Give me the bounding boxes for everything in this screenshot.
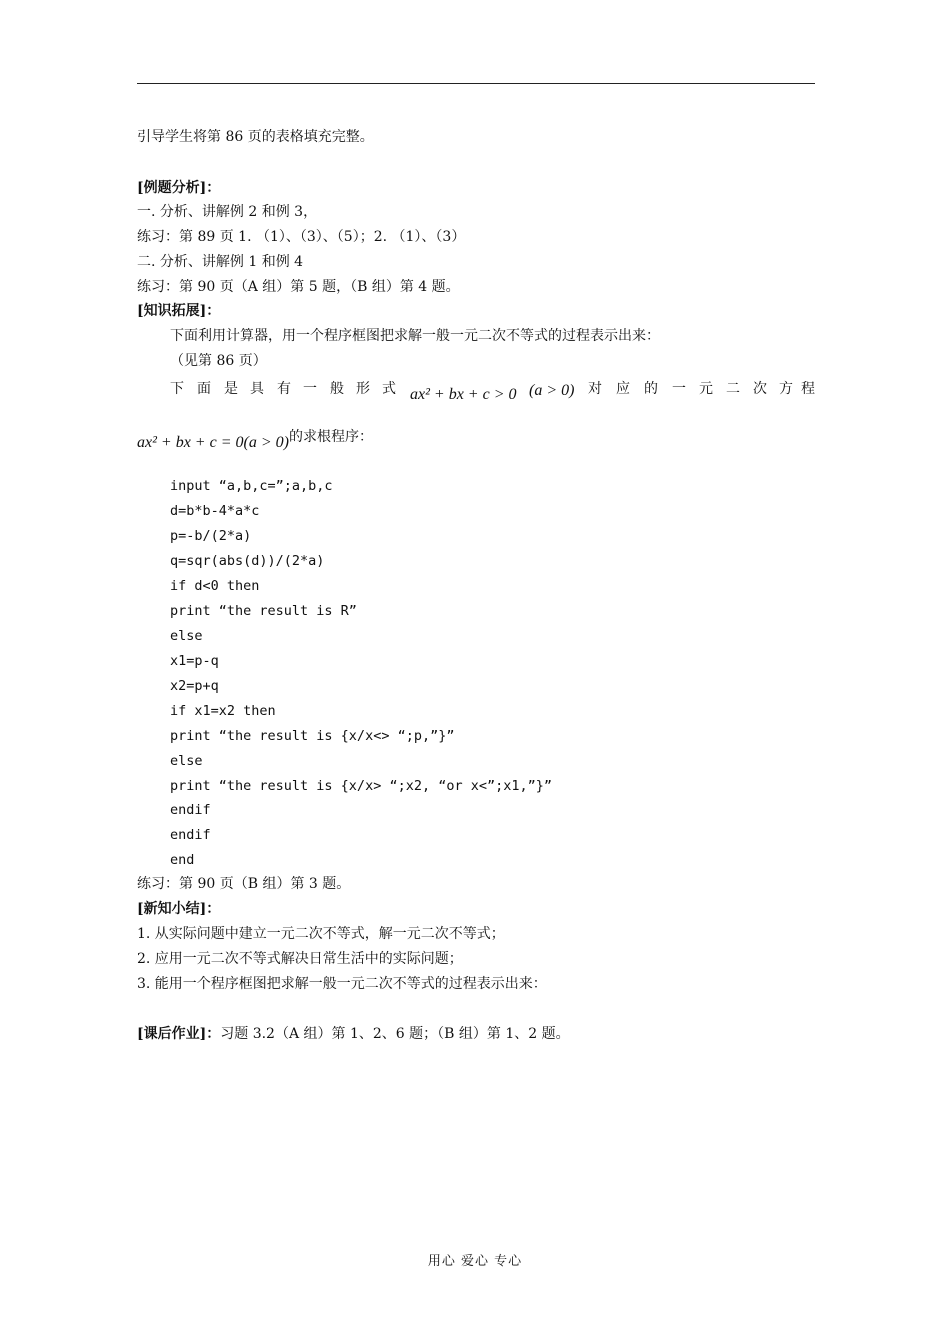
spread-word: 方 <box>779 381 793 397</box>
header-rule <box>137 83 815 84</box>
spread-word: 一 <box>672 381 686 397</box>
homework-line <box>137 1025 570 1043</box>
spread-word: 元 <box>699 381 713 397</box>
spread-word: 次 <box>753 381 767 397</box>
code-line: p=-b/(2*a) <box>170 528 252 544</box>
code-line: if d<0 then <box>170 578 260 594</box>
equation-tail: 的求根程序： <box>288 429 373 445</box>
page-footer: 用心 爱心 专心 <box>427 1254 523 1269</box>
equation-formula: ax² + bx + c = 0(a > 0) <box>137 434 289 451</box>
practice-line-2: 练习：第 90 页（A 组）第 5 题，（B 组）第 4 题。 <box>137 279 460 295</box>
code-line: endif <box>170 802 211 818</box>
code-line: print “the result is R” <box>170 603 357 619</box>
extension-line-1: 下面利用计算器，用一个程序框图把求解一般一元二次不等式的过程表示出来： <box>170 328 660 344</box>
spread-word: 下 <box>170 381 184 397</box>
code-line: end <box>170 852 195 868</box>
summary-heading: [新知小结]： <box>137 901 221 917</box>
spread-word: 二 <box>726 381 740 397</box>
spread-word: 面 <box>197 381 211 397</box>
spread-word: 是 <box>224 381 238 397</box>
extension-line-2: （见第 86 页） <box>170 353 267 369</box>
code-line: if x1=x2 then <box>170 703 276 719</box>
summary-item: 2. 应用一元二次不等式解决日常生活中的实际问题； <box>137 951 463 967</box>
extension-heading: [知识拓展]： <box>137 303 221 319</box>
spread-word: 对 <box>588 381 602 397</box>
practice-line-1: 练习：第 89 页 1. （1）、（3）、（5）；2. （1）、（3） <box>137 229 466 245</box>
spread-word: 式 <box>382 381 396 397</box>
spread-word: 程 <box>801 381 815 397</box>
spread-word: 一 <box>303 381 317 397</box>
spread-word: 的 <box>644 381 658 397</box>
example-line-1: 一. 分析、讲解例 2 和例 3， <box>137 204 318 220</box>
code-line: x1=p-q <box>170 653 219 669</box>
spread-word: 有 <box>277 381 291 397</box>
code-line: endif <box>170 827 211 843</box>
spread-word: 般 <box>330 381 344 397</box>
spread-word: 具 <box>250 381 264 397</box>
spread-word: 形 <box>356 381 370 397</box>
spread-word: 应 <box>616 381 630 397</box>
code-line: print “the result is {x/x> “;x2, “or x<”;x1,”}” <box>170 778 553 794</box>
summary-item: 1. 从实际问题中建立一元二次不等式，解一元二次不等式； <box>137 926 505 942</box>
practice-line-3: 练习：第 90 页（B 组）第 3 题。 <box>137 876 351 892</box>
intro-line: 引导学生将第 86 页的表格填充完整。 <box>137 129 374 145</box>
code-line: x2=p+q <box>170 678 219 694</box>
inequality-line <box>170 370 815 430</box>
summary-item: 3. 能用一个程序框图把求解一般一元二次不等式的过程表示出来： <box>137 976 547 992</box>
code-line: input “a,b,c=”;a,b,c <box>170 478 333 494</box>
code-line: d=b*b-4*a*c <box>170 503 260 519</box>
homework-text: 习题 3.2（A 组）第 1、2、6 题；（B 组）第 1、2 题。 <box>220 1026 570 1042</box>
code-line: else <box>170 753 203 769</box>
example-heading: [例题分析]： <box>137 180 221 196</box>
code-line: print “the result is {x/x<> “;p,”}” <box>170 728 455 744</box>
code-line: else <box>170 628 203 644</box>
inequality-condition: (a > 0) <box>529 382 575 399</box>
inequality-formula: ax² + bx + c > 0 <box>410 386 517 403</box>
code-line: q=sqr(abs(d))/(2*a) <box>170 553 325 569</box>
homework-heading: [课后作业]： <box>137 1026 221 1042</box>
equation-line <box>137 429 373 452</box>
example-line-2: 二. 分析、讲解例 1 和例 4 <box>137 254 304 270</box>
